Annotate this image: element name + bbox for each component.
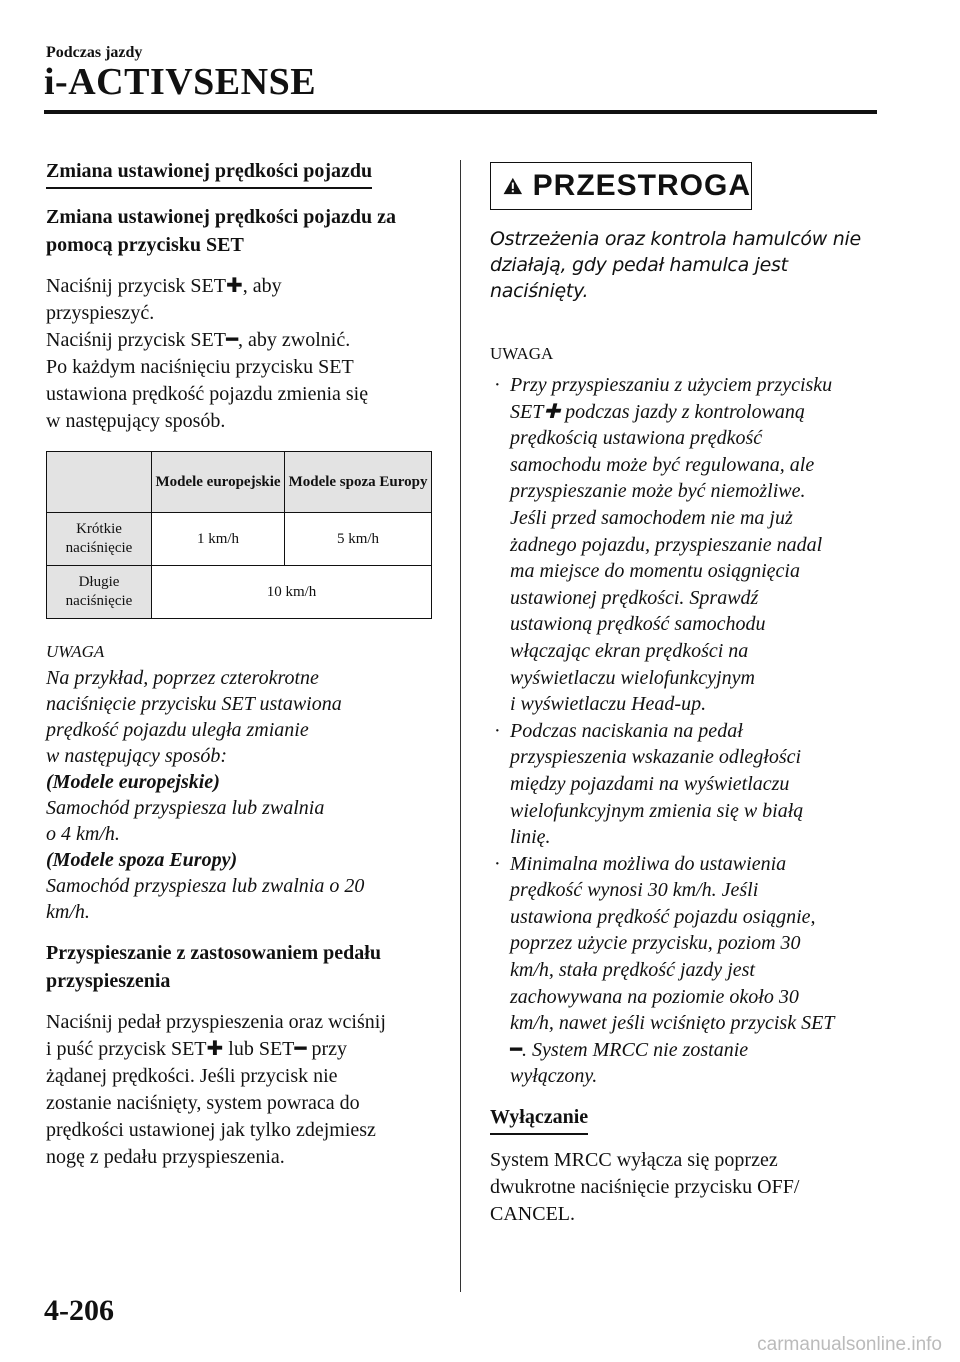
text-line: żądanej prędkości. Jeśli przycisk nie: [46, 1065, 338, 1087]
list-item: [490, 718, 880, 851]
table-row: [47, 566, 432, 619]
header-divider: [44, 110, 877, 114]
subheading-set-button: Zmiana ustawionej prędkości pojazdu za pomocą przycisku SET: [46, 206, 397, 256]
text-line: System MRCC wyłącza się poprzez: [490, 1149, 778, 1172]
text-line: Minimalna możliwa do ustawienia: [510, 852, 787, 875]
text-line: prędkością ustawiona prędkość: [510, 427, 763, 450]
text-line: Po każdym naciśnięciu przycisku SET: [46, 356, 354, 378]
text-line: zachowywana na poziomie około 30: [510, 985, 799, 1008]
text-line: prędkość pojazdu uległa zmianie: [46, 719, 309, 741]
heading-turning-off: Wyłączanie: [490, 1104, 588, 1135]
text-line: naciśnięcie przycisku SET ustawiona: [46, 693, 342, 715]
text-line: naciśnięty.: [490, 280, 589, 302]
text-line: Naciśnij pedał przyspieszenia oraz wciśnij: [46, 1011, 386, 1033]
text-line: przyspieszanie może być niemożliwe.: [510, 480, 806, 503]
caution-title: PRZESTROGA: [532, 169, 751, 202]
text-line: prędkość wynosi 30 km/h. Jeśli: [510, 879, 759, 902]
list-item: [490, 851, 880, 1090]
watermark: carmanualsonline.info: [757, 1334, 942, 1355]
text-line: poprzez użycie przycisku, poziom 30: [510, 932, 801, 955]
table-col-header: Modele spoza Europy: [285, 452, 432, 513]
text-line: km/h.: [46, 901, 90, 923]
text-line: km/h, stała prędkość jazdy jest: [510, 959, 755, 982]
note-label: UWAGA: [46, 642, 105, 661]
text-line: w następujący sposób:: [46, 745, 228, 767]
text-line: CANCEL.: [490, 1203, 575, 1226]
text-line: Samochód przyspiesza lub zwalnia: [46, 797, 325, 819]
caution-body: [490, 226, 880, 304]
speed-increment-table: [46, 451, 432, 619]
heading-turning-off-wrap: [490, 1104, 880, 1135]
note-bullet-list: [490, 372, 880, 1090]
right-column: [490, 162, 880, 1228]
section-label: Podczas jazdy: [46, 44, 143, 61]
text-line: nogę z pedału przyspieszenia.: [46, 1146, 285, 1168]
text-line: km/h, nawet jeśli wciśnięto przycisk SET: [510, 1012, 835, 1035]
bullet-icon: ·: [494, 719, 501, 742]
text-line: przyspieszenia wskazanie odległości: [510, 746, 802, 769]
text-line: o 4 km/h.: [46, 823, 120, 845]
text-line: żadnego pojazdu, przyspieszanie nadal: [510, 533, 823, 556]
caution-header: [490, 162, 752, 210]
note-block: [46, 639, 438, 925]
text-line: wyświetlaczu wielofunkcyjnym: [510, 666, 755, 689]
column-divider: [460, 160, 461, 1292]
text-line: Ostrzeżenia oraz kontrola hamulców nie: [490, 228, 861, 250]
text-line: ustawiona prędkość pojazdu zmienia się: [46, 383, 369, 405]
text-line: ma miejsce do momentu osiągnięcia: [510, 560, 800, 583]
text-line: Podczas naciskania na pedał: [510, 719, 743, 742]
note-subhead: (Modele spoza Europy): [46, 849, 238, 871]
text-line: ━. System MRCC nie zostanie: [510, 1038, 749, 1061]
text-line: ustawionej prędkości. Sprawdź: [510, 586, 759, 609]
table-row-header: Długie naciśnięcie: [47, 566, 152, 619]
paragraph-accelerator: [46, 1009, 438, 1171]
text-line: wyłączony.: [510, 1065, 598, 1088]
text-line: dwukrotne naciśnięcie przycisku OFF/: [490, 1176, 800, 1199]
table-col-header: Modele europejskie: [152, 452, 285, 513]
text-line: włączając ekran prędkości na: [510, 639, 749, 662]
text-line: SET✚ podczas jazdy z kontrolowaną: [510, 400, 805, 423]
bullet-icon: ·: [494, 374, 501, 396]
text-line: wielofunkcyjnym zmienia się w białą: [510, 799, 804, 822]
text-line: Naciśnij przycisk SET━, aby zwolnić.: [46, 329, 351, 351]
text-line: działają, gdy pedał hamulca jest: [490, 254, 788, 276]
text-line: Naciśnij przycisk SET✚, aby: [46, 275, 282, 297]
text-line: Samochód przyspiesza lub zwalnia o 20: [46, 875, 365, 897]
page-number: 4-206: [44, 1294, 114, 1327]
text-line: linię.: [510, 826, 551, 849]
table-header-row: [47, 452, 432, 513]
text-line: prędkości ustawionej jak tylko zdejmiesz: [46, 1119, 376, 1141]
table-cell: 10 km/h: [152, 566, 432, 619]
table-row: [47, 513, 432, 566]
text-line: zostanie naciśnięty, system powraca do: [46, 1092, 360, 1114]
subheading-accelerator: Przyspieszanie z zastosowaniem pedału przyspieszenia: [46, 942, 381, 992]
text-line: Na przykład, poprzez czterokrotne: [46, 667, 319, 689]
bullet-icon: ·: [494, 852, 501, 875]
chapter-title: i-ACTIVSENSE: [44, 61, 317, 103]
left-column: [46, 158, 438, 1171]
text-line: i wyświetlaczu Head-up.: [510, 693, 707, 716]
text-line: i puść przycisk SET✚ lub SET━ przy: [46, 1038, 347, 1060]
text-line: Jeśli przed samochodem nie ma już: [510, 506, 793, 529]
note-label: UWAGA: [490, 344, 554, 363]
heading-speed-change: Zmiana ustawionej prędkości pojazdu: [46, 158, 372, 189]
table-row-header: Krótkie naciśnięcie: [47, 513, 152, 566]
paragraph-turning-off: [490, 1147, 880, 1228]
text-line: Przy przyspieszaniu z użyciem przycisku: [510, 374, 833, 396]
table-corner-cell: [47, 452, 152, 513]
text-line: w następujący sposób.: [46, 410, 226, 432]
note-subhead: (Modele europejskie): [46, 771, 220, 793]
paragraph-set-button: [46, 273, 438, 435]
table-cell: 1 km/h: [152, 513, 285, 566]
text-line: ustawioną prędkość samochodu: [510, 613, 766, 636]
table-cell: 5 km/h: [285, 513, 432, 566]
text-line: przyspieszyć.: [46, 302, 155, 324]
text-line: ustawiona prędkość pojazdu osiągnie,: [510, 905, 816, 928]
warning-triangle-icon: [503, 171, 523, 201]
list-item: [490, 372, 880, 718]
text-line: między pojazdami na wyświetlaczu: [510, 772, 790, 795]
text-line: samochodu może być regulowana, ale: [510, 453, 815, 476]
